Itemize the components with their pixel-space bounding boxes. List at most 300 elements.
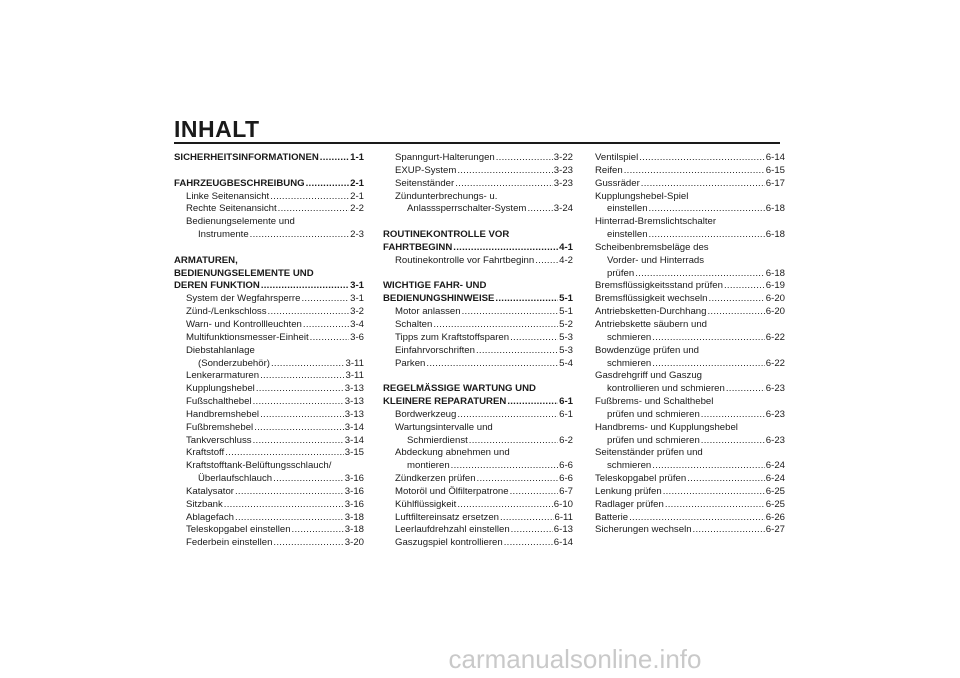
toc-entry-title: BEDIENUNGSHINWEISE <box>383 293 495 305</box>
toc-page-number: 2-2 <box>350 203 364 215</box>
toc-page-number: 4-2 <box>559 254 573 266</box>
dot-leader <box>235 486 344 499</box>
toc-spacer <box>383 216 573 229</box>
dot-leader <box>726 383 765 396</box>
toc-entry-title: Schalten <box>395 318 433 330</box>
dot-leader <box>477 473 559 486</box>
toc-entry <box>174 486 364 499</box>
toc-column-1 <box>174 152 364 550</box>
toc-page-number: 6-18 <box>765 267 785 279</box>
toc-entry-title: Scheibenbremsbeläge des <box>595 241 709 253</box>
dot-leader <box>641 178 765 191</box>
toc-spacer <box>383 268 573 281</box>
toc-page-number: 3-1 <box>350 280 364 292</box>
toc-entry-title: Zündunterbrechungs- u. <box>395 190 498 202</box>
toc-page-number: 3-14 <box>344 434 364 446</box>
toc-entry <box>174 524 364 537</box>
toc-entry-title: Handbrems- und Kupplungshebel <box>595 421 738 433</box>
toc-entry-title: FAHRZEUGBESCHREIBUNG <box>174 177 305 189</box>
dot-leader <box>273 537 343 550</box>
toc-entry-title: BEDIENUNGSELEMENTE UND <box>174 267 314 279</box>
toc-entry <box>595 203 785 216</box>
dot-leader <box>260 409 344 422</box>
toc-entry <box>174 319 364 332</box>
dot-leader <box>278 203 349 216</box>
toc-entry-title: Sitzbank <box>186 498 223 510</box>
dot-leader <box>500 512 554 525</box>
dot-leader <box>457 165 552 178</box>
toc-entry-title: (Sonderzubehör) <box>198 357 270 369</box>
toc-entry <box>383 512 573 525</box>
toc-page-number: 6-22 <box>765 331 785 343</box>
dot-leader <box>225 447 344 460</box>
toc-page-number: 3-23 <box>553 177 573 189</box>
toc-page-number: 3-4 <box>350 318 364 330</box>
toc-page-number: 5-3 <box>559 331 573 343</box>
toc-entry-title: KLEINERE REPARATUREN <box>383 396 507 408</box>
toc-page-number: 3-24 <box>553 203 573 215</box>
toc-page-number: 3-11 <box>345 370 364 382</box>
toc-column-3 <box>595 152 785 537</box>
dot-leader <box>306 178 350 191</box>
watermark-text: carmanualsonline.info <box>448 644 702 674</box>
dot-leader <box>495 293 558 306</box>
toc-entry-title: Spanngurt-Halterungen <box>395 152 495 163</box>
dot-leader <box>635 268 765 281</box>
dot-leader <box>469 435 558 448</box>
toc-entry-title: FAHRTBEGINN <box>383 241 453 253</box>
dot-leader <box>320 152 349 165</box>
dot-leader <box>250 229 349 242</box>
toc-page-number: 3-23 <box>553 164 573 176</box>
toc-entry-title: ROUTINEKONTROLLE VOR <box>383 229 510 241</box>
toc-page-number: 6-23 <box>765 408 785 420</box>
toc-entry <box>174 512 364 525</box>
toc-page-number: 6-23 <box>765 383 785 395</box>
toc-entry-title: WICHTIGE FAHR- UND <box>383 280 487 292</box>
toc-entry <box>383 473 573 486</box>
dot-leader <box>462 306 559 319</box>
dot-leader <box>709 293 765 306</box>
toc-entry <box>595 499 785 512</box>
toc-entry-title: Federbein einstellen <box>186 537 273 549</box>
dot-leader <box>455 178 553 191</box>
toc-page-number: 6-6 <box>559 460 573 472</box>
toc-entry <box>174 216 364 229</box>
dot-leader <box>260 370 344 383</box>
toc-section-heading <box>174 268 364 281</box>
toc-spacer <box>174 165 364 178</box>
dot-leader <box>707 306 764 319</box>
toc-page-number: 6-13 <box>553 524 573 536</box>
toc-entry <box>383 409 573 422</box>
watermark <box>0 644 960 675</box>
toc-entry-title: Anlasssperrschalter-System <box>407 203 527 215</box>
toc-entry <box>595 280 785 293</box>
toc-page-number: 6-7 <box>559 485 573 497</box>
toc-page-number: 6-26 <box>765 511 785 523</box>
toc-entry <box>595 358 785 371</box>
toc-entry <box>174 370 364 383</box>
toc-entry <box>174 345 364 358</box>
toc-entry-title: Kraftstoff <box>186 447 225 459</box>
toc-section-heading <box>383 229 573 242</box>
dot-leader <box>457 409 558 422</box>
toc-entry <box>174 409 364 422</box>
toc-entry <box>174 332 364 345</box>
toc-page-number: 3-13 <box>344 408 364 420</box>
toc-section-heading <box>174 255 364 268</box>
toc-entry-title: kontrollieren und schmieren <box>607 383 725 395</box>
toc-entry-title: Wartungsintervalle und <box>395 421 493 433</box>
toc-entry <box>383 152 573 165</box>
toc-entry-title: Luftfiltereinsatz ersetzen <box>395 511 499 523</box>
toc-page-number: 3-2 <box>350 306 364 318</box>
toc-column-2 <box>383 152 573 550</box>
toc-entry <box>595 268 785 281</box>
toc-entry <box>595 165 785 178</box>
toc-entry <box>383 486 573 499</box>
toc-entry <box>383 358 573 371</box>
toc-entry-title: Ablagefach <box>186 511 235 523</box>
toc-entry-title: REGELMÄSSIGE WARTUNG UND <box>383 383 536 395</box>
toc-entry <box>174 396 364 409</box>
toc-entry <box>595 396 785 409</box>
dot-leader <box>476 345 558 358</box>
toc-entry-title: Einfahrvorschriften <box>395 344 475 356</box>
toc-entry <box>595 409 785 422</box>
toc-spacer <box>174 242 364 255</box>
toc-entry <box>383 460 573 473</box>
toc-entry <box>595 435 785 448</box>
toc-page-number: 6-23 <box>765 434 785 446</box>
toc-entry-title: Handbremshebel <box>186 408 260 420</box>
toc-entry <box>383 319 573 332</box>
toc-entry <box>174 383 364 396</box>
toc-entry <box>595 191 785 204</box>
toc-section-heading <box>174 152 364 165</box>
toc-entry-title: Seitenständer prüfen und <box>595 447 703 459</box>
toc-page-number: 3-16 <box>344 485 364 497</box>
toc-entry-title: Lenkerarmaturen <box>186 370 260 382</box>
toc-entry <box>174 229 364 242</box>
toc-spacer <box>383 370 573 383</box>
dot-leader <box>453 242 558 255</box>
toc-entry <box>595 524 785 537</box>
toc-page-number: 2-1 <box>350 177 364 189</box>
dot-leader <box>652 460 765 473</box>
toc-entry <box>595 486 785 499</box>
dot-leader <box>270 191 349 204</box>
dot-leader <box>457 499 552 512</box>
toc-entry-title: Lenkung prüfen <box>595 485 662 497</box>
toc-entry-title: System der Wegfahrsperre <box>186 293 301 305</box>
toc-entry <box>595 473 785 486</box>
dot-leader <box>701 409 765 422</box>
toc-entry <box>174 473 364 486</box>
dot-leader <box>701 435 765 448</box>
toc-entry <box>595 242 785 255</box>
toc-page-number: 5-1 <box>559 306 573 318</box>
toc-page-number: 6-18 <box>765 229 785 241</box>
toc-section-heading <box>383 242 573 255</box>
dot-leader <box>253 396 344 409</box>
toc-entry-title: prüfen <box>607 267 635 279</box>
toc-entry <box>174 306 364 319</box>
toc-entry <box>595 345 785 358</box>
toc-entry-title: Katalysator <box>186 485 234 497</box>
toc-page-number: 3-15 <box>344 447 364 459</box>
toc-entry-title: Instrumente <box>198 229 249 241</box>
toc-entry <box>595 383 785 396</box>
toc-entry-title: Tipps zum Kraftstoffsparen <box>395 331 510 343</box>
toc-entry-title: ARMATUREN, <box>174 254 238 266</box>
dot-leader <box>273 473 344 486</box>
toc-entry-title: Fußschalthebel <box>186 396 252 408</box>
dot-leader <box>292 524 344 537</box>
toc-page-number: 6-24 <box>765 460 785 472</box>
toc-entry-title: Sicherungen wechseln <box>595 524 692 536</box>
toc-entry <box>595 447 785 460</box>
dot-leader <box>527 203 552 216</box>
toc-page-number: 6-25 <box>765 485 785 497</box>
toc-page-number: 6-20 <box>765 293 785 305</box>
toc-page-number: 3-20 <box>344 537 364 549</box>
toc-page-number: 6-1 <box>559 396 573 408</box>
toc-entry-title: Motoröl und Ölfilterpatrone <box>395 485 509 497</box>
toc-entry <box>174 460 364 473</box>
toc-entry-title: Radlager prüfen <box>595 498 664 510</box>
toc-entry-title: Motor anlassen <box>395 306 461 318</box>
dot-leader <box>301 293 349 306</box>
dot-leader <box>652 332 765 345</box>
toc-entry <box>383 332 573 345</box>
toc-section-heading <box>174 178 364 191</box>
toc-entry <box>595 306 785 319</box>
toc-entry <box>174 435 364 448</box>
toc-page-number: 6-17 <box>765 177 785 189</box>
toc-entry-title: DEREN FUNKTION <box>174 280 260 292</box>
toc-entry <box>595 216 785 229</box>
toc-entry-title: schmieren <box>607 331 652 343</box>
dot-leader <box>629 512 765 525</box>
toc-entry <box>595 152 785 165</box>
toc-section-heading <box>383 280 573 293</box>
toc-entry <box>595 255 785 268</box>
toc-entry-title: Bordwerkzeug <box>395 408 457 420</box>
dot-leader <box>687 473 765 486</box>
toc-entry-title: SICHERHEITSINFORMATIONEN <box>174 152 319 163</box>
toc-page-number: 1-1 <box>350 152 364 163</box>
toc-entry-title: prüfen und schmieren <box>607 408 700 420</box>
toc-entry <box>595 370 785 383</box>
toc-page-number: 2-3 <box>350 229 364 241</box>
dot-leader <box>507 396 558 409</box>
toc-entry-title: montieren <box>407 460 450 472</box>
toc-entry-title: Leerlaufdrehzahl einstellen <box>395 524 510 536</box>
toc-entry-title: Bedienungselemente und <box>186 216 295 228</box>
toc-entry <box>383 447 573 460</box>
toc-entry-title: Reifen <box>595 164 623 176</box>
dot-leader <box>535 255 558 268</box>
dot-leader <box>649 229 765 242</box>
dot-leader <box>496 152 553 165</box>
toc-entry-title: Zündkerzen prüfen <box>395 473 476 485</box>
toc-entry-title: Bowdenzüge prüfen und <box>595 344 700 356</box>
toc-entry-title: Fußbrems- und Schalthebel <box>595 396 714 408</box>
toc-page-number: 6-2 <box>559 434 573 446</box>
toc-entry-title: Schmierdienst <box>407 434 468 446</box>
dot-leader <box>665 499 765 512</box>
toc-entry <box>383 178 573 191</box>
toc-entry-title: Bremsflüssigkeitsstand prüfen <box>595 280 723 292</box>
toc-section-heading <box>383 383 573 396</box>
toc-entry-title: Routinekontrolle vor Fahrtbeginn <box>395 254 535 266</box>
toc-entry <box>595 178 785 191</box>
dot-leader <box>426 358 558 371</box>
toc-entry <box>174 358 364 371</box>
toc-entry-title: Diebstahlanlage <box>186 344 255 356</box>
toc-entry-title: Kupplungshebel <box>186 383 255 395</box>
page-title: INHALT <box>174 116 260 142</box>
toc-page-number: 6-18 <box>765 203 785 215</box>
toc-entry <box>174 293 364 306</box>
toc-entry-title: Batterie <box>595 511 629 523</box>
toc-page-number: 5-3 <box>559 344 573 356</box>
title-rule <box>174 142 780 144</box>
dot-leader <box>253 435 344 448</box>
toc-entry <box>383 191 573 204</box>
dot-leader <box>624 165 765 178</box>
toc-entry <box>174 537 364 550</box>
dot-leader <box>652 358 765 371</box>
dot-leader <box>510 486 559 499</box>
toc-entry <box>383 499 573 512</box>
toc-page-number: 5-1 <box>559 293 573 305</box>
toc-entry-title: Fußbremshebel <box>186 421 254 433</box>
toc-entry-title: Teleskopgabel einstellen <box>186 524 291 536</box>
toc-section-heading <box>383 293 573 306</box>
toc-entry <box>595 293 785 306</box>
toc-page-number: 3-6 <box>350 331 364 343</box>
toc-entry-title: Kraftstofftank-Belüftungsschlauch/ <box>186 460 332 472</box>
toc-page-number: 6-22 <box>765 357 785 369</box>
toc-entry-title: Ventilspiel <box>595 152 639 163</box>
toc-entry-title: Kupplungshebel-Spiel <box>595 190 689 202</box>
toc-entry <box>383 524 573 537</box>
dot-leader <box>433 319 558 332</box>
toc-page-number: 3-1 <box>350 293 364 305</box>
toc-page-number: 6-10 <box>553 498 573 510</box>
toc-entry-title: schmieren <box>607 357 652 369</box>
toc-entry <box>174 422 364 435</box>
dot-leader <box>693 524 765 537</box>
toc-page-number: 3-11 <box>345 357 364 369</box>
toc-entry <box>383 345 573 358</box>
dot-leader <box>511 524 553 537</box>
toc-page-number: 5-4 <box>559 357 573 369</box>
dot-leader <box>235 512 344 525</box>
toc-page-number: 6-20 <box>765 306 785 318</box>
toc-page-number: 3-13 <box>344 396 364 408</box>
toc-entry-title: einstellen <box>607 203 648 215</box>
toc-page-number: 6-27 <box>765 524 785 536</box>
toc-entry <box>174 203 364 216</box>
toc-page-number: 2-1 <box>350 190 364 202</box>
toc-page-number: 3-22 <box>553 152 573 163</box>
toc-page-number: 6-14 <box>553 537 573 549</box>
toc-page-number: 4-1 <box>559 241 573 253</box>
toc-entry-title: prüfen und schmieren <box>607 434 700 446</box>
toc-entry-title: Teleskopgabel prüfen <box>595 473 687 485</box>
toc-page-number: 6-1 <box>559 408 573 420</box>
toc-page-number: 6-15 <box>765 164 785 176</box>
toc-entry-title: Antriebsketten-Durchhang <box>595 306 707 318</box>
toc-page-number: 3-13 <box>344 383 364 395</box>
dot-leader <box>224 499 344 512</box>
dot-leader <box>724 280 765 293</box>
toc-entry-title: Kühlflüssigkeit <box>395 498 457 510</box>
toc-entry <box>383 165 573 178</box>
dot-leader <box>254 422 344 435</box>
toc-entry-title: Warn- und Kontrollleuchten <box>186 318 302 330</box>
toc-page-number: 3-14 <box>344 421 364 433</box>
toc-entry-title: einstellen <box>607 229 648 241</box>
dot-leader <box>451 460 558 473</box>
toc-entry-title: Tankverschluss <box>186 434 252 446</box>
toc-entry-title: Gasdrehgriff und Gaszug <box>595 370 703 382</box>
dot-leader <box>271 358 345 371</box>
toc-entry <box>383 422 573 435</box>
toc-page-number: 6-11 <box>554 511 573 523</box>
toc-page-number: 5-2 <box>559 318 573 330</box>
toc-entry <box>383 537 573 550</box>
toc-entry <box>174 499 364 512</box>
toc-entry-title: Rechte Seitenansicht <box>186 203 277 215</box>
toc-entry <box>174 191 364 204</box>
toc-entry <box>383 306 573 319</box>
toc-section-heading <box>383 396 573 409</box>
toc-entry-title: Zünd-/Lenkschloss <box>186 306 267 318</box>
toc-entry-title: Hinterrad-Bremslichtschalter <box>595 216 717 228</box>
toc-entry <box>383 435 573 448</box>
toc-entry <box>383 255 573 268</box>
toc-entry-title: Antriebskette säubern und <box>595 318 708 330</box>
dot-leader <box>663 486 765 499</box>
toc-entry-title: Linke Seitenansicht <box>186 190 270 202</box>
toc-entry <box>383 203 573 216</box>
toc-page-number: 6-24 <box>765 473 785 485</box>
toc-entry <box>595 422 785 435</box>
dot-leader <box>639 152 765 165</box>
toc-section-heading <box>174 280 364 293</box>
toc-entry <box>595 460 785 473</box>
toc-entry-title: Überlaufschlauch <box>198 473 273 485</box>
dot-leader <box>256 383 344 396</box>
toc-page-number: 3-18 <box>344 511 364 523</box>
dot-leader <box>649 203 765 216</box>
dot-leader <box>310 332 349 345</box>
toc-page-number: 3-16 <box>344 498 364 510</box>
toc-page-number: 3-16 <box>344 473 364 485</box>
dot-leader <box>504 537 553 550</box>
toc-entry <box>595 229 785 242</box>
toc-entry-title: EXUP-System <box>395 164 457 176</box>
dot-leader <box>510 332 558 345</box>
toc-page-number: 6-14 <box>765 152 785 163</box>
toc-entry-title: Parken <box>395 357 426 369</box>
toc-entry-title: Bremsflüssigkeit wechseln <box>595 293 708 305</box>
